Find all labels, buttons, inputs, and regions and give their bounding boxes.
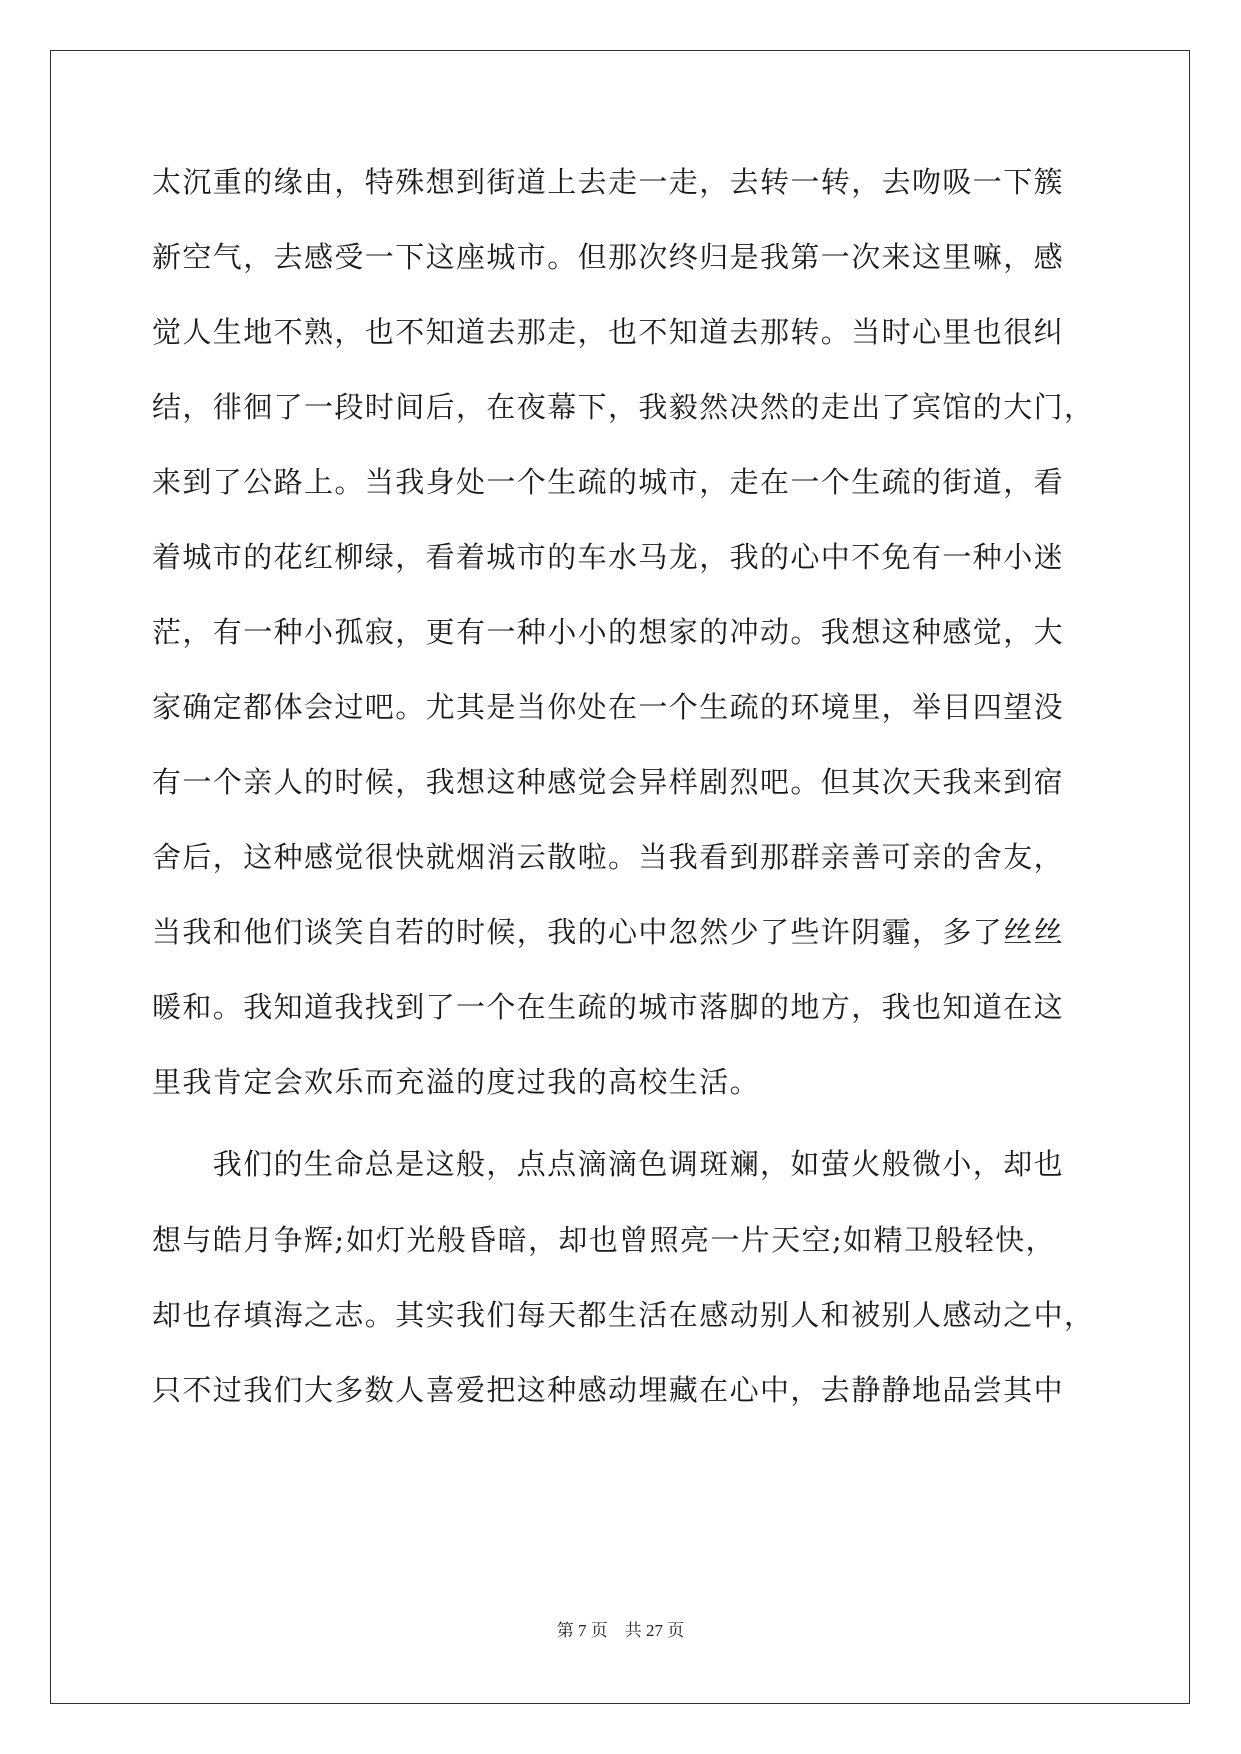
text-line: 舍后，这种感觉很快就烟消云散啦。当我看到那群亲善可亲的舍友， xyxy=(152,840,1065,874)
text-line: 里我肯定会欢乐而充溢的度过我的高校生活。 xyxy=(152,1065,761,1099)
text-line: 只不过我们大多数人喜爱把这种感动埋藏在心中，去静静地品尝其中 xyxy=(152,1373,1065,1407)
text-line: 当我和他们谈笑自若的时候，我的心中忽然少了些许阴霾，多了丝丝 xyxy=(152,915,1065,949)
text-line: 太沉重的缘由，特殊想到街道上去走一走，去转一转，去吻吸一下簇 xyxy=(152,165,1065,199)
text-line: 来到了公路上。当我身处一个生疏的城市，走在一个生疏的街道，看 xyxy=(152,465,1065,499)
text-line: 茫，有一种小孤寂，更有一种小小的想家的冲动。我想这种感觉，大 xyxy=(152,615,1065,649)
text-line: 觉人生地不熟，也不知道去那走，也不知道去那转。当时心里也很纠 xyxy=(152,315,1065,349)
text-line: 有一个亲人的时候，我想这种感觉会异样剧烈吧。但其次天我来到宿 xyxy=(152,765,1065,799)
text-line: 着城市的花红柳绿，看着城市的车水马龙，我的心中不免有一种小迷 xyxy=(152,540,1065,574)
page-border xyxy=(50,50,1190,1704)
text-line: 我们的生命总是这般，点点滴滴色调斑斓，如萤火般微小，却也 xyxy=(152,1147,1065,1181)
text-line: 暖和。我知道我找到了一个在生疏的城市落脚的地方，我也知道在这 xyxy=(152,990,1065,1024)
text-line: 家确定都体会过吧。尤其是当你处在一个生疏的环境里，举目四望没 xyxy=(152,690,1065,724)
text-line: 新空气，去感受一下这座城市。但那次终归是我第一次来这里嘛，感 xyxy=(152,240,1065,274)
text-line: 想与皓月争辉;如灯光般昏暗，却也曾照亮一片天空;如精卫般轻快， xyxy=(152,1223,1056,1257)
page-number: 第 7 页 共 27 页 xyxy=(556,1621,685,1640)
text-line: 结，徘徊了一段时间后，在夜幕下，我毅然决然的走出了宾馆的大门， xyxy=(152,390,1095,424)
text-line: 却也存填海之志。其实我们每天都生活在感动别人和被别人感动之中， xyxy=(152,1298,1095,1332)
